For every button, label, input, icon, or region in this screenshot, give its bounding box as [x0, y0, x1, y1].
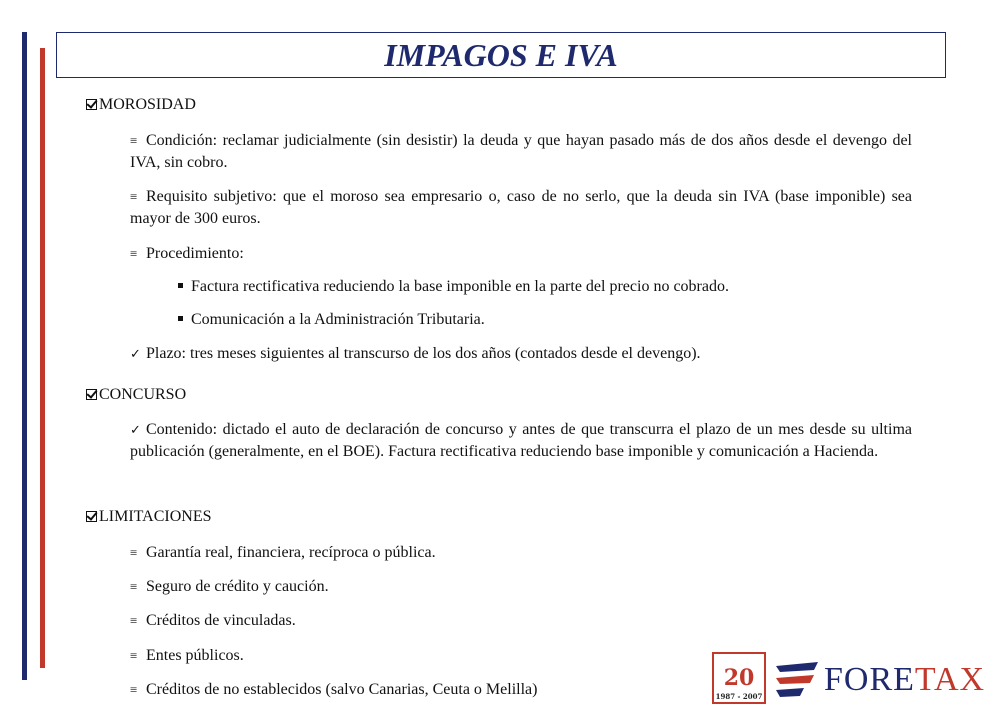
- square-bullet-icon: [178, 316, 183, 321]
- list-item: [130, 186, 912, 230]
- check-icon: ✓: [130, 422, 141, 437]
- checkbox-checked-icon: [86, 99, 97, 110]
- list-item: [130, 130, 912, 174]
- list-bullet-icon: ≡: [130, 579, 138, 594]
- page-title: IMPAGOS E IVA: [384, 36, 618, 73]
- sub-list-item: [178, 276, 912, 298]
- check-icon: ✓: [130, 346, 141, 361]
- list-bullet-icon: ≡: [130, 189, 138, 204]
- list-item: [130, 610, 912, 632]
- sub-list-item: [178, 309, 912, 331]
- section-heading: CONCURSO: [99, 386, 187, 403]
- square-bullet-icon: [178, 283, 183, 288]
- emblem-number: 20: [723, 665, 755, 691]
- section-concurso: [86, 384, 186, 406]
- checkbox-checked-icon: [86, 389, 97, 400]
- section-morosidad: [86, 94, 196, 116]
- checkbox-checked-icon: [86, 511, 97, 522]
- item-text: Créditos de vinculadas.: [146, 612, 296, 629]
- emblem-years: 1987 - 2007: [715, 692, 763, 701]
- list-bullet-icon: ≡: [130, 545, 138, 560]
- list-item: [130, 419, 912, 463]
- list-bullet-icon: ≡: [130, 246, 138, 261]
- section-heading: LIMITACIONES: [99, 508, 212, 525]
- list-item: [130, 576, 912, 598]
- item-text: Factura rectificativa reduciendo la base imponible en la parte del precio no cobrado.: [191, 278, 729, 295]
- item-text: Procedimiento:: [146, 245, 244, 262]
- list-bullet-icon: ≡: [130, 648, 138, 663]
- item-text: Requisito subjetivo: que el moroso sea empresario o, caso de no serlo, que la deuda sin IVA (base imponible) sea mayor de 300 euros.: [130, 188, 912, 227]
- logo-text-tax: TAX: [914, 661, 985, 698]
- list-bullet-icon: ≡: [130, 133, 138, 148]
- item-text: Créditos de no establecidos (salvo Canarias, Ceuta o Melilla): [146, 681, 538, 698]
- list-item: [130, 679, 630, 701]
- list-bullet-icon: ≡: [130, 682, 138, 697]
- item-text: Seguro de crédito y caución.: [146, 578, 329, 595]
- section-limitaciones: [86, 506, 211, 528]
- section-heading: MOROSIDAD: [99, 96, 196, 113]
- list-bullet-icon: ≡: [130, 613, 138, 628]
- list-item: [130, 542, 912, 564]
- item-text: Comunicación a la Administración Tributaria.: [191, 311, 485, 328]
- list-item: [130, 243, 912, 265]
- item-text: Plazo: tres meses siguientes al transcurso de los dos años (contados desde el devengo).: [146, 345, 701, 362]
- list-item: [130, 343, 912, 365]
- logo-wordmark: [824, 662, 985, 698]
- item-text: Garantía real, financiera, recíproca o pública.: [146, 544, 436, 561]
- anniversary-emblem: [712, 652, 766, 704]
- logo-text-fore: FORE: [824, 661, 915, 698]
- foretax-mark-icon: [774, 660, 820, 700]
- foretax-logo: [712, 652, 985, 708]
- item-text: Condición: reclamar judicialmente (sin desistir) la deuda y que hayan pasado más de dos años desde el devengo del IVA, sin cobro.: [130, 132, 912, 171]
- item-text: Contenido: dictado el auto de declaración de concurso y antes de que transcurra el plazo de un mes desde su ultima publicación (generalmente, en el BOE). Factura rectificativa reduciendo base imponible y comunicación a Hacienda.: [130, 421, 912, 460]
- item-text: Entes públicos.: [146, 647, 244, 664]
